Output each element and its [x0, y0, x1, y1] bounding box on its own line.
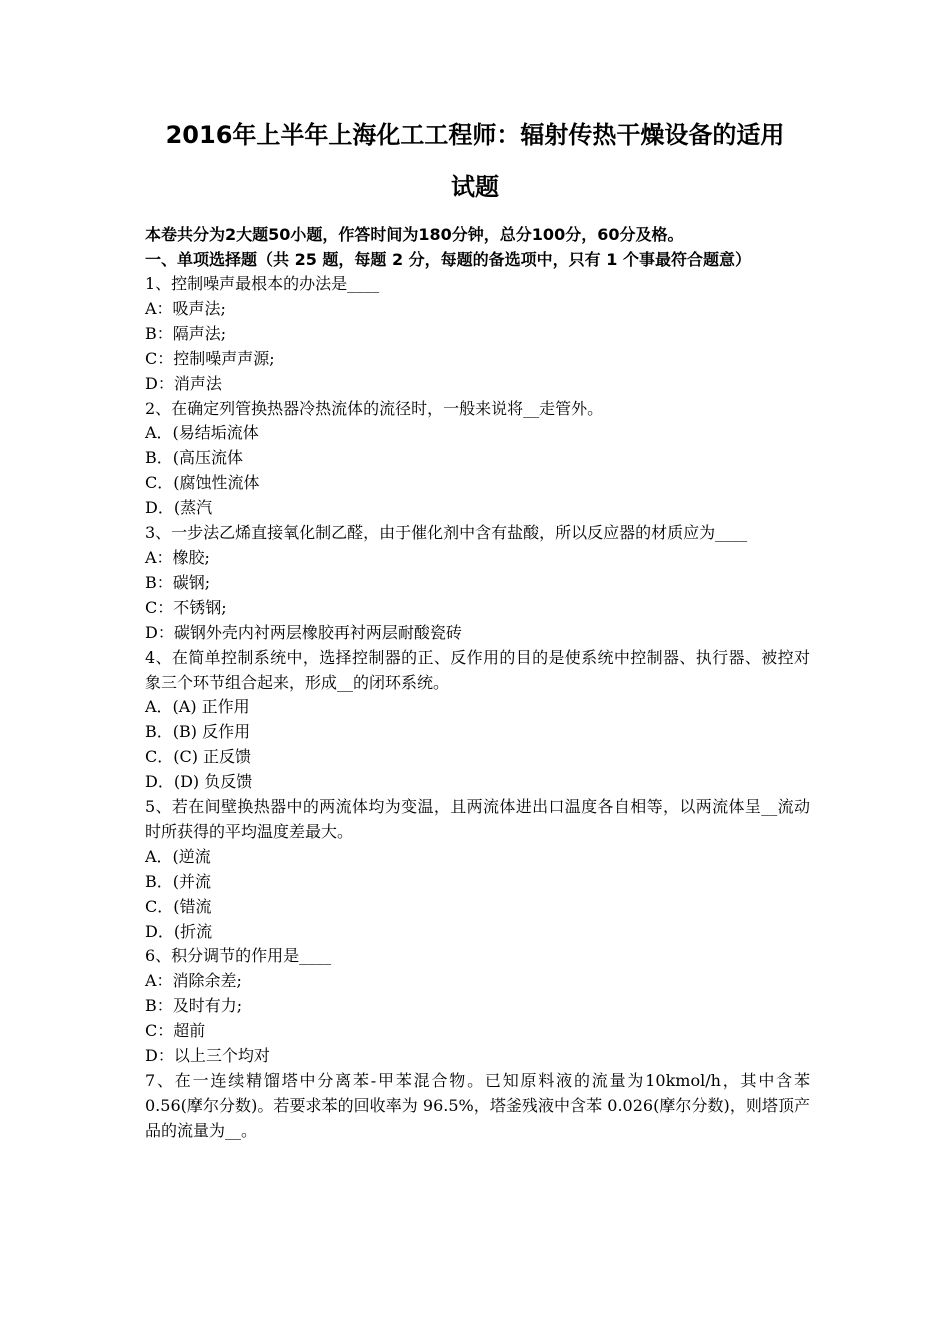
question-option: B．(并流	[145, 871, 212, 891]
question-option: B：碳钢;	[145, 572, 211, 592]
question-stem: 5、若在间壁换热器中的两流体均为变温，且两流体进出口温度各自相等，以两流体呈__流动时所获得的平均温度差最大。	[145, 797, 810, 841]
question-option: C：超前	[145, 1021, 206, 1041]
section-heading: 一、单项选择题（共 25 题，每题 2 分，每题的备选项中，只有 1 个事最符合题意）	[145, 250, 751, 269]
question-option: A．(逆流	[145, 846, 211, 866]
question-option: A：吸声法;	[145, 298, 226, 318]
document-title-line2: 试题	[451, 173, 499, 201]
question-option: C．(腐蚀性流体	[145, 473, 260, 493]
question-option: D．(蒸汽	[145, 498, 213, 518]
question-stem: 2、在确定列管换热器冷热流体的流径时，一般来说将__走管外。	[145, 398, 604, 418]
question-2	[145, 397, 810, 522]
question-option: B．(B) 反作用	[145, 722, 251, 742]
question-stem: 1、控制噪声最根本的办法是____	[145, 274, 380, 293]
question-stem: 7、在一连续精馏塔中分离苯-甲苯混合物。已知原料液的流量为10kmol/h，其中含苯 0.56(摩尔分数)。若要求苯的回收率为 96.5%，塔釜残液中含苯 0.026(摩尔分数)，则塔顶产品的流量为__。	[145, 1071, 810, 1140]
document-title-line1: 2016年上半年上海化工工程师：辐射传热干燥设备的适用	[165, 121, 785, 149]
question-option: A：消除余差;	[145, 971, 242, 991]
exam-intro: 本卷共分为2大题50小题，作答时间为180分钟，总分100分，60分及格。	[145, 225, 684, 244]
question-3	[145, 521, 810, 646]
question-5	[145, 795, 810, 944]
question-option: A．(易结垢流体	[145, 423, 259, 443]
question-option: D．(折流	[145, 921, 213, 941]
question-stem: 6、积分调节的作用是____	[145, 946, 332, 966]
question-4	[145, 646, 810, 795]
question-option: B：隔声法;	[145, 323, 227, 343]
question-option: A．(A) 正作用	[145, 697, 250, 717]
question-option: D：以上三个均对	[145, 1046, 270, 1066]
question-option: C．(错流	[145, 896, 212, 916]
question-6	[145, 944, 810, 1069]
question-option: A：橡胶;	[145, 547, 210, 567]
question-option: C：不锈钢;	[145, 597, 227, 617]
question-7	[145, 1069, 810, 1144]
question-stem: 4、在简单控制系统中，选择控制器的正、反作用的目的是使系统中控制器、执行器、被控对象三个环节组合起来，形成__的闭环系统。	[145, 647, 810, 692]
question-option: C：控制噪声声源;	[145, 348, 275, 368]
document-body	[145, 222, 810, 1144]
question-stem: 3、一步法乙烯直接氧化制乙醛，由于催化剂中含有盐酸，所以反应器的材质应为____	[145, 523, 748, 543]
question-option: D．(D) 负反馈	[145, 772, 253, 792]
question-option: D：消声法	[145, 373, 222, 393]
question-option: B．(高压流体	[145, 448, 244, 468]
question-option: B：及时有力;	[145, 996, 243, 1016]
question-option: C．(C) 正反馈	[145, 747, 252, 767]
question-1	[145, 272, 810, 397]
question-option: D：碳钢外壳内衬两层橡胶再衬两层耐酸瓷砖	[145, 622, 462, 642]
